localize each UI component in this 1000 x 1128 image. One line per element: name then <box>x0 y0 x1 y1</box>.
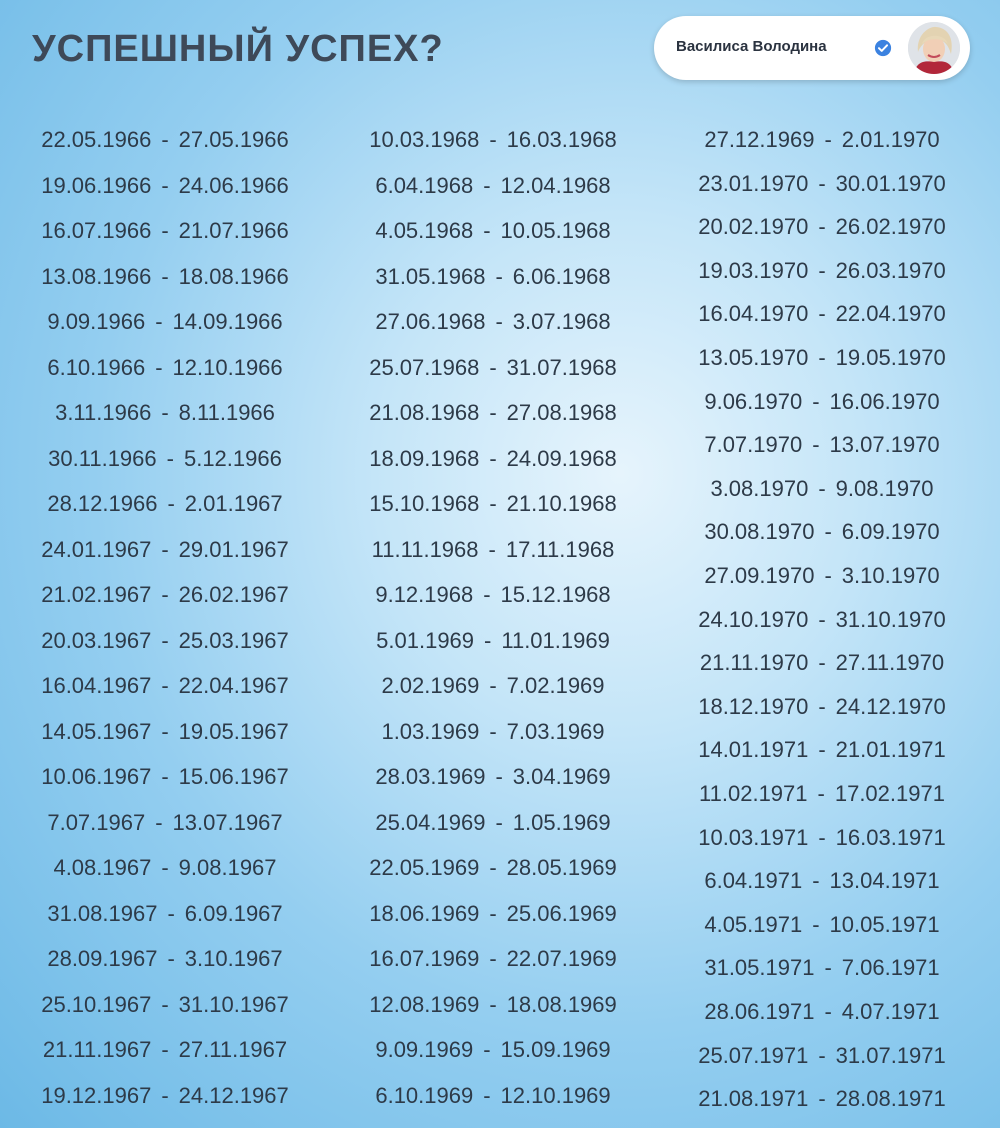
start-date: 7.07.1970 <box>704 432 803 457</box>
range-separator: - <box>155 309 163 334</box>
range-separator: - <box>161 264 169 289</box>
start-date: 13.05.1970 <box>698 345 809 370</box>
range-separator: - <box>818 650 826 675</box>
start-date: 24.10.1970 <box>698 607 809 632</box>
date-range-row <box>358 1035 628 1065</box>
date-range-row <box>682 953 962 983</box>
start-date: 27.06.1968 <box>375 309 486 334</box>
range-separator: - <box>161 719 169 744</box>
range-separator: - <box>812 432 820 457</box>
range-separator: - <box>818 607 826 632</box>
date-range-row <box>682 910 962 940</box>
start-date: 16.04.1967 <box>41 673 152 698</box>
range-separator: - <box>483 1037 491 1062</box>
range-separator: - <box>161 582 169 607</box>
date-range-row <box>30 626 300 656</box>
end-date: 13.07.1970 <box>829 432 940 457</box>
end-date: 28.05.1969 <box>506 855 617 880</box>
end-date: 15.12.1968 <box>500 582 611 607</box>
end-date: 10.05.1971 <box>829 912 940 937</box>
end-date: 6.09.1967 <box>184 901 283 926</box>
date-range-row <box>682 648 962 678</box>
end-date: 1.05.1969 <box>512 810 611 835</box>
end-date: 31.07.1968 <box>506 355 617 380</box>
range-separator: - <box>489 719 497 744</box>
start-date: 22.05.1966 <box>41 127 152 152</box>
date-range-row <box>30 944 300 974</box>
start-date: 10.03.1968 <box>369 127 480 152</box>
start-date: 4.05.1968 <box>375 218 474 243</box>
start-date: 28.03.1969 <box>375 764 486 789</box>
date-range-row <box>682 779 962 809</box>
range-separator: - <box>812 389 820 414</box>
range-separator: - <box>812 868 820 893</box>
range-separator: - <box>489 992 497 1017</box>
range-separator: - <box>489 355 497 380</box>
date-range-row <box>358 671 628 701</box>
date-range-row <box>30 353 300 383</box>
start-date: 28.09.1967 <box>47 946 158 971</box>
range-separator: - <box>483 173 491 198</box>
date-range-row <box>30 1035 300 1065</box>
range-separator: - <box>155 810 163 835</box>
date-range-row <box>30 671 300 701</box>
date-range-row <box>358 717 628 747</box>
end-date: 12.10.1969 <box>500 1083 611 1108</box>
end-date: 21.10.1968 <box>506 491 617 516</box>
range-separator: - <box>161 764 169 789</box>
end-date: 30.01.1970 <box>835 171 946 196</box>
end-date: 19.05.1970 <box>835 345 946 370</box>
date-range-row <box>682 125 962 155</box>
date-range-row <box>358 216 628 246</box>
end-date: 16.06.1970 <box>829 389 940 414</box>
range-separator: - <box>489 400 497 425</box>
end-date: 31.10.1970 <box>835 607 946 632</box>
range-separator: - <box>489 491 497 516</box>
end-date: 2.01.1967 <box>184 491 283 516</box>
end-date: 19.05.1967 <box>178 719 289 744</box>
range-separator: - <box>818 301 826 326</box>
author-name: Василиса Володина <box>676 38 827 55</box>
date-range-row <box>682 474 962 504</box>
end-date: 16.03.1968 <box>506 127 617 152</box>
start-date: 1.03.1969 <box>381 719 480 744</box>
start-date: 6.10.1966 <box>47 355 146 380</box>
start-date: 18.09.1968 <box>369 446 480 471</box>
end-date: 22.07.1969 <box>506 946 617 971</box>
start-date: 31.05.1971 <box>704 955 815 980</box>
end-date: 8.11.1966 <box>178 400 275 425</box>
date-range-row <box>30 444 300 474</box>
end-date: 13.07.1967 <box>172 810 283 835</box>
range-separator: - <box>495 309 503 334</box>
start-date: 22.05.1969 <box>369 855 480 880</box>
start-date: 30.11.1966 <box>48 446 157 471</box>
range-separator: - <box>161 173 169 198</box>
date-range-row <box>682 997 962 1027</box>
range-separator: - <box>167 901 175 926</box>
end-date: 4.07.1971 <box>841 999 940 1024</box>
date-range-row <box>30 990 300 1020</box>
range-separator: - <box>489 946 497 971</box>
end-date: 11.01.1969 <box>501 628 610 653</box>
range-separator: - <box>818 1043 826 1068</box>
start-date: 25.07.1971 <box>698 1043 809 1068</box>
date-range-row <box>358 125 628 155</box>
end-date: 12.04.1968 <box>500 173 611 198</box>
start-date: 16.04.1970 <box>698 301 809 326</box>
range-separator: - <box>817 781 825 806</box>
date-range-row <box>30 899 300 929</box>
end-date: 27.08.1968 <box>506 400 617 425</box>
range-separator: - <box>824 127 832 152</box>
date-range-row <box>682 1041 962 1071</box>
start-date: 16.07.1966 <box>41 218 152 243</box>
range-separator: - <box>484 628 492 653</box>
start-date: 18.12.1970 <box>698 694 809 719</box>
date-range-row <box>30 171 300 201</box>
start-date: 20.03.1967 <box>41 628 152 653</box>
start-date: 19.06.1966 <box>41 173 152 198</box>
range-separator: - <box>812 912 820 937</box>
range-separator: - <box>818 258 826 283</box>
range-separator: - <box>161 1083 169 1108</box>
end-date: 7.03.1969 <box>506 719 605 744</box>
start-date: 27.12.1969 <box>704 127 815 152</box>
end-date: 10.05.1968 <box>500 218 611 243</box>
start-date: 10.06.1967 <box>41 764 152 789</box>
start-date: 14.05.1967 <box>41 719 152 744</box>
range-separator: - <box>495 264 503 289</box>
date-range-row <box>358 808 628 838</box>
end-date: 14.09.1966 <box>172 309 283 334</box>
start-date: 28.12.1966 <box>47 491 158 516</box>
end-date: 15.09.1969 <box>500 1037 611 1062</box>
start-date: 16.07.1969 <box>369 946 480 971</box>
range-separator: - <box>161 992 169 1017</box>
date-range-row <box>30 489 300 519</box>
range-separator: - <box>489 673 497 698</box>
range-separator: - <box>818 825 826 850</box>
end-date: 5.12.1966 <box>183 446 282 471</box>
date-range-row <box>358 1081 628 1111</box>
date-range-row <box>358 353 628 383</box>
start-date: 25.10.1967 <box>41 992 152 1017</box>
date-range-row <box>358 762 628 792</box>
date-range-row <box>358 899 628 929</box>
end-date: 28.08.1971 <box>835 1086 946 1111</box>
date-range-row <box>30 717 300 747</box>
range-separator: - <box>495 810 503 835</box>
start-date: 10.03.1971 <box>698 825 809 850</box>
end-date: 13.04.1971 <box>829 868 940 893</box>
date-range-row <box>30 125 300 155</box>
date-range-row <box>682 561 962 591</box>
date-range-row <box>358 990 628 1020</box>
date-range-row <box>30 1081 300 1111</box>
start-date: 3.08.1970 <box>710 476 809 501</box>
start-date: 9.12.1968 <box>375 582 474 607</box>
date-range-row <box>358 489 628 519</box>
start-date: 9.09.1966 <box>47 309 146 334</box>
date-range-row <box>682 387 962 417</box>
end-date: 27.05.1966 <box>178 127 289 152</box>
range-separator: - <box>167 946 175 971</box>
start-date: 5.01.1969 <box>376 628 475 653</box>
date-range-row <box>30 216 300 246</box>
end-date: 18.08.1969 <box>506 992 617 1017</box>
start-date: 28.06.1971 <box>704 999 815 1024</box>
start-date: 25.04.1969 <box>375 810 486 835</box>
end-date: 17.02.1971 <box>834 781 945 806</box>
range-separator: - <box>489 127 497 152</box>
start-date: 18.06.1969 <box>369 901 480 926</box>
end-date: 31.10.1967 <box>178 992 289 1017</box>
date-range-row <box>358 626 628 656</box>
range-separator: - <box>489 446 497 471</box>
start-date: 6.04.1971 <box>704 868 803 893</box>
end-date: 6.09.1970 <box>841 519 940 544</box>
start-date: 19.03.1970 <box>698 258 809 283</box>
start-date: 12.08.1969 <box>369 992 480 1017</box>
start-date: 13.08.1966 <box>41 264 152 289</box>
date-range-row <box>682 1084 962 1114</box>
start-date: 31.08.1967 <box>47 901 158 926</box>
end-date: 7.06.1971 <box>841 955 940 980</box>
start-date: 25.07.1968 <box>369 355 480 380</box>
date-range-row <box>358 171 628 201</box>
date-range-row <box>30 307 300 337</box>
date-range-row <box>358 580 628 610</box>
date-range-row <box>682 343 962 373</box>
end-date: 3.10.1970 <box>841 563 940 588</box>
start-date: 31.05.1968 <box>375 264 486 289</box>
range-separator: - <box>161 855 169 880</box>
date-range-row <box>682 212 962 242</box>
range-separator: - <box>155 355 163 380</box>
range-separator: - <box>818 1086 826 1111</box>
author-badge[interactable] <box>654 16 970 80</box>
date-range-row <box>682 823 962 853</box>
end-date: 22.04.1967 <box>178 673 289 698</box>
end-date: 16.03.1971 <box>835 825 946 850</box>
start-date: 3.11.1966 <box>55 400 152 425</box>
avatar[interactable] <box>908 22 960 74</box>
end-date: 26.02.1970 <box>835 214 946 239</box>
date-range-row <box>682 299 962 329</box>
range-separator: - <box>818 171 826 196</box>
date-range-row <box>358 535 628 565</box>
end-date: 12.10.1966 <box>172 355 283 380</box>
start-date: 21.11.1970 <box>699 650 809 675</box>
end-date: 27.11.1967 <box>178 1037 288 1062</box>
verified-check-icon <box>874 39 892 57</box>
page-title: УСПЕШНЫЙ УСПЕХ? <box>32 28 444 70</box>
date-range-row <box>682 517 962 547</box>
range-separator: - <box>489 855 497 880</box>
start-date: 20.02.1970 <box>698 214 809 239</box>
end-date: 27.11.1970 <box>835 650 945 675</box>
end-date: 24.09.1968 <box>506 446 617 471</box>
start-date: 14.01.1971 <box>698 737 809 762</box>
start-date: 9.06.1970 <box>704 389 803 414</box>
date-range-row <box>30 398 300 428</box>
date-range-row <box>682 605 962 635</box>
start-date: 9.09.1969 <box>375 1037 474 1062</box>
range-separator: - <box>495 764 503 789</box>
date-range-row <box>30 808 300 838</box>
start-date: 6.10.1969 <box>375 1083 474 1108</box>
end-date: 21.07.1966 <box>178 218 289 243</box>
range-separator: - <box>824 999 832 1024</box>
range-separator: - <box>483 582 491 607</box>
date-range-row <box>682 430 962 460</box>
end-date: 3.07.1968 <box>512 309 611 334</box>
start-date: 11.11.1968 <box>371 537 479 562</box>
start-date: 6.04.1968 <box>375 173 474 198</box>
start-date: 7.07.1967 <box>47 810 146 835</box>
end-date: 22.04.1970 <box>835 301 946 326</box>
start-date: 15.10.1968 <box>369 491 480 516</box>
range-separator: - <box>489 901 497 926</box>
start-date: 21.02.1967 <box>41 582 152 607</box>
date-range-row <box>30 762 300 792</box>
end-date: 29.01.1967 <box>178 537 289 562</box>
date-range-row <box>682 256 962 286</box>
end-date: 26.03.1970 <box>835 258 946 283</box>
start-date: 4.08.1967 <box>53 855 152 880</box>
start-date: 21.08.1968 <box>369 400 480 425</box>
range-separator: - <box>161 537 169 562</box>
end-date: 9.08.1967 <box>178 855 277 880</box>
end-date: 7.02.1969 <box>506 673 605 698</box>
range-separator: - <box>818 476 826 501</box>
start-date: 11.02.1971 <box>699 781 808 806</box>
range-separator: - <box>824 519 832 544</box>
date-range-row <box>30 580 300 610</box>
date-range-row <box>682 169 962 199</box>
end-date: 2.01.1970 <box>841 127 940 152</box>
end-date: 18.08.1966 <box>178 264 289 289</box>
range-separator: - <box>167 491 175 516</box>
date-range-row <box>682 735 962 765</box>
end-date: 21.01.1971 <box>835 737 946 762</box>
range-separator: - <box>161 400 169 425</box>
range-separator: - <box>161 218 169 243</box>
end-date: 26.02.1967 <box>178 582 289 607</box>
end-date: 31.07.1971 <box>835 1043 946 1068</box>
date-range-row <box>358 944 628 974</box>
start-date: 27.09.1970 <box>704 563 815 588</box>
date-range-row <box>358 853 628 883</box>
range-separator: - <box>161 628 169 653</box>
date-range-row <box>30 262 300 292</box>
date-range-row <box>682 692 962 722</box>
range-separator: - <box>166 446 174 471</box>
date-range-row <box>358 444 628 474</box>
end-date: 9.08.1970 <box>835 476 934 501</box>
date-range-row <box>30 535 300 565</box>
end-date: 3.10.1967 <box>184 946 283 971</box>
range-separator: - <box>483 1083 491 1108</box>
start-date: 4.05.1971 <box>704 912 803 937</box>
range-separator: - <box>824 563 832 588</box>
end-date: 25.03.1967 <box>178 628 289 653</box>
start-date: 19.12.1967 <box>41 1083 152 1108</box>
end-date: 17.11.1968 <box>505 537 615 562</box>
start-date: 21.11.1967 <box>42 1037 152 1062</box>
start-date: 30.08.1970 <box>704 519 815 544</box>
start-date: 23.01.1970 <box>698 171 809 196</box>
range-separator: - <box>824 955 832 980</box>
range-separator: - <box>818 345 826 370</box>
range-separator: - <box>161 673 169 698</box>
end-date: 3.04.1969 <box>512 764 611 789</box>
start-date: 24.01.1967 <box>41 537 152 562</box>
range-separator: - <box>488 537 496 562</box>
range-separator: - <box>161 1037 169 1062</box>
start-date: 21.08.1971 <box>698 1086 809 1111</box>
end-date: 25.06.1969 <box>506 901 617 926</box>
range-separator: - <box>483 218 491 243</box>
date-range-row <box>358 307 628 337</box>
end-date: 24.12.1967 <box>178 1083 289 1108</box>
date-range-row <box>358 398 628 428</box>
range-separator: - <box>161 127 169 152</box>
range-separator: - <box>818 694 826 719</box>
end-date: 6.06.1968 <box>512 264 611 289</box>
end-date: 24.06.1966 <box>178 173 289 198</box>
range-separator: - <box>818 737 826 762</box>
date-range-row <box>30 853 300 883</box>
end-date: 15.06.1967 <box>178 764 289 789</box>
start-date: 2.02.1969 <box>381 673 480 698</box>
date-range-row <box>682 866 962 896</box>
date-range-row <box>358 262 628 292</box>
end-date: 24.12.1970 <box>835 694 946 719</box>
range-separator: - <box>818 214 826 239</box>
